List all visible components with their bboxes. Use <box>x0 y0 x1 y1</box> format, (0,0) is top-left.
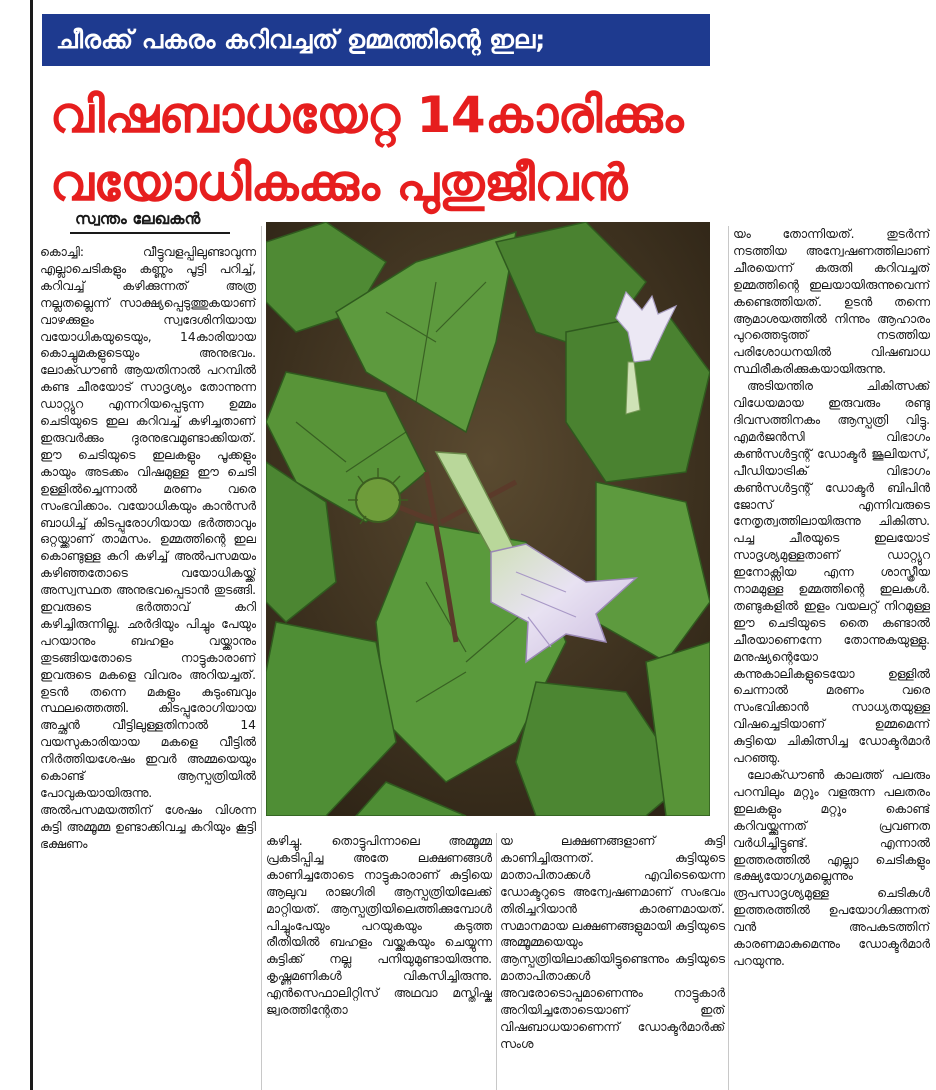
column-4-paragraph-1: യം തോന്നിയത്. തുടർന്ന് നടത്തിയ അന്വേഷണത്തിലാണ് ചീരയെന്ന് കരുതി കറിവച്ചത് ഉമ്മത്തിന്റെ ഇലയായിരുന്നുവെന്ന് കണ്ടെത്തിയത്. ഉടൻ തന്നെ ആമാശയത്തിൽ നിന്നും ആഹാരം പുറത്തെടുത്ത് നടത്തിയ പരിശോധനയിൽ വിഷബാധ സ്ഥിരീകരിക്കുകയായിരുന്നു. <box>733 227 930 377</box>
article-column-2 <box>266 833 492 1090</box>
column-divider <box>496 833 497 1090</box>
byline: സ്വന്തം ലേഖകൻ <box>75 209 201 228</box>
column-1-text: കൊച്ചി: വീട്ടുവളപ്പിലുണ്ടാവുന്ന എല്ലാചെടികളും കണ്ണും പൂട്ടി പറിച്ച്, കറിവച്ച് കഴിക്കുന്നത് അത്ര നല്ലതല്ലെന്ന് സാക്ഷ്യപ്പെടുത്തുകയാണ് വാഴക്കുളം സ്വദേശിനിയായ വയോധികയുടെയും, 14കാരിയായ കൊച്ചുമകളുടെയും അനുഭവം. ലോക്ഡൗൺ ആയതിനാൽ പറമ്പിൽ കണ്ട ചീരയോട് സാദൃശ്യം തോന്നുന്ന ഡാറ്റ്യുറ എന്നറിയപ്പെടുന്ന ഉമ്മം ചെടിയുടെ ഇല കറിവച്ച് കഴിച്ചതാണ് ഇരുവർക്കും ദുരനുഭവമുണ്ടാക്കിയത്. ഈ ചെടിയുടെ ഇലകളും പൂക്കളും കായും അടക്കം വിഷമുള്ള ഈ ചെടി ഉള്ളിൽച്ചെന്നാൽ മരണം വരെ സംഭവിക്കാം. വയോധികയും കാൻസർ ബാധിച്ച് കിടപ്പുരോഗിയായ ഭർത്താവും ഒറ്റയ്ക്കാണ് താമസം. ഉമ്മത്തിന്റെ ഇല കൊണ്ടുള്ള കറി കഴിച്ച് അൽപസമയം കഴിഞ്ഞതോടെ വയോധികയ്ക്ക് അസ്വസ്ഥത അനുഭവപ്പെടാൻ തുടങ്ങി. ഇവരുടെ ഭർത്താവ് കറി കഴിച്ചിരുന്നില്ല. ഛർദിയും പിച്ചും പേയും പറയാനും ബഹളം വയ്ക്കാനും തുടങ്ങിയതോടെ നാട്ടുകാരാണ് ഇവരുടെ മകളെ വിവരം അറിയച്ചത്. ഉടൻ തന്നെ മകളും കുടുംബവും സ്ഥലത്തെത്തി. കിടപ്പുരോഗിയായ അച്ഛൻ വീട്ടിലുള്ളതിനാൽ 14 വയസുകാരിയായ മകളെ വീട്ടിൽ നിർത്തിയശേഷം ഇവർ അമ്മയെയും കൊണ്ട് ആസ്പത്രിയിൽ പോവുകയായിരുന്നു. അൽപസമയത്തിന് ശേഷം വിശന്ന കുട്ടി അമ്മൂമ്മ ഉണ്ടാക്കിവച്ച കറിയും കൂട്ടി ഭക്ഷണം <box>40 245 256 851</box>
column-2-text: കഴിച്ചു. തൊട്ടുപിന്നാലെ അമ്മൂമ്മ പ്രകടിപ്പിച്ച അതേ ലക്ഷണങ്ങൾ കാണിച്ചതോടെ നാട്ടുകാരാണ് കുട്ടിയെ ആലുവ രാജഗിരി ആസ്പത്രിയിലേക്ക് മാറ്റിയത്. ആസ്പത്രിയിലെത്തിക്കുമ്പോൾ പിച്ചുംപേയും പറയുകയും കടുത്ത രീതിയിൽ ബഹളം വയ്ക്കുകയും ചെയ്യുന്ന കുട്ടിക്ക് നല്ല പനിയുമുണ്ടായിരുന്നു. കൃഷ്ണമണികൾ വികസിച്ചിരുന്നു. എൻസെഫാലിറ്റിസ് അഥവാ മസ്തിഷ്ക ജ്വരത്തിന്റേതാ <box>266 834 492 1018</box>
column-4-paragraph-2: അടിയന്തിര ചികിത്സക്ക് വിധേയമായ ഇരുവരും രണ്ടു ദിവസത്തിനകം ആസ്പത്രി വിട്ടു. എമർജൻസി വിഭാഗം കൺസൾട്ടന്റ് ഡോക്ടർ ജൂലിയസ്, പീഡിയാട്രിക് വിഭാഗം കൺസൾട്ടന്റ് ഡോക്ടർ ബിപിൻ ജോസ് എന്നിവരുടെ നേതൃത്വത്തിലായിരുന്നു ചികിത്സ. പച്ച ചീരയുടെ ഇലയോട് സാദൃശ്യമുള്ളതാണ് ഡാറ്റ്യുറ ഇനോക്സിയ എന്ന ശാസ്ത്രീയ നാമമുള്ള ഉമ്മത്തിന്റെ ഇലകൾ. തണ്ടുകളിൽ ഇളം വയലറ്റ് നിറമുള്ള ഈ ചെടിയുടെ തൈ കണ്ടാൽ ചീരയാണെന്നേ തോന്നുകയുള്ളു. മനുഷ്യന്റെയോ കന്നുകാലികളുടെയോ ഉള്ളിൽ ചെന്നാൽ മരണം വരെ സംഭവിക്കാൻ സാധ്യതയുള്ള വിഷച്ചെടിയാണ് ഉമ്മമെന്ന് കുട്ടിയെ ചികിത്സിച്ച ഡോക്ടർമാർ പറഞ്ഞു. <box>733 379 930 766</box>
article-column-4 <box>733 226 930 1090</box>
page-border <box>30 0 33 1090</box>
article-column-1 <box>40 244 256 1090</box>
byline-underline <box>70 232 230 234</box>
column-4-paragraph-3: ലോക്ഡൗൺ കാലത്ത് പലരും പറമ്പിലും മറ്റും വളരുന്ന പലതരം ഇലകളും മറ്റും കൊണ്ട് കറിവയ്ക്കുന്നത് പ്രവണത വർധിച്ചിട്ടുണ്ട്. എന്നാൽ ഇത്തരത്തിൽ എല്ലാ ചെടികളും ഭക്ഷ്യയോഗ്യമല്ലെന്നും രൂപസാദൃശ്യമുള്ള ചെടികൾ ഇത്തരത്തിൽ ഉപയോഗിക്കുന്നത് വൻ അപകടത്തിന് കാരണമാകുമെന്നും ഡോക്ടർമാർ പറയുന്നു. <box>733 768 930 968</box>
headline-line-2: വയോധികക്കും പുതുജീവൻ <box>50 154 627 212</box>
datura-plant-illustration <box>266 222 710 816</box>
column-divider <box>728 226 729 1090</box>
column-divider <box>261 226 262 1090</box>
datura-plant-photo <box>266 222 710 816</box>
kicker-banner: ചീരക്ക് പകരം കറിവച്ചത് ഉമ്മത്തിന്റെ ഇല; <box>42 14 710 66</box>
headline-line-1: വിഷബാധയേറ്റ 14കാരിക്കും <box>50 86 684 144</box>
article-column-3 <box>500 833 725 1090</box>
column-3-text: യ ലക്ഷണങ്ങളാണ് കുട്ടി കാണിച്ചിരുന്നത്. കുട്ടിയുടെ മാതാപിതാക്കൾ എവിടെയെന്ന ഡോക്ടറുടെ അന്വേഷണമാണ് സംഭവം തിരിച്ചറിയാൻ കാരണമായത്. സമാനമായ ലക്ഷണങ്ങളുമായി കുട്ടിയുടെ അമ്മൂമ്മയെയും ആസ്പത്രിയിലാക്കിയിട്ടുണ്ടെന്നും കുട്ടിയുടെ മാതാപിതാക്കൾ അവരോടൊപ്പമാണെന്നും നാട്ടുകാർ അറിയിച്ചതോടെയാണ് ഇത് വിഷബാധയാണെന്ന് ഡോക്ടർമാർക്ക് സംശ <box>500 834 725 1051</box>
